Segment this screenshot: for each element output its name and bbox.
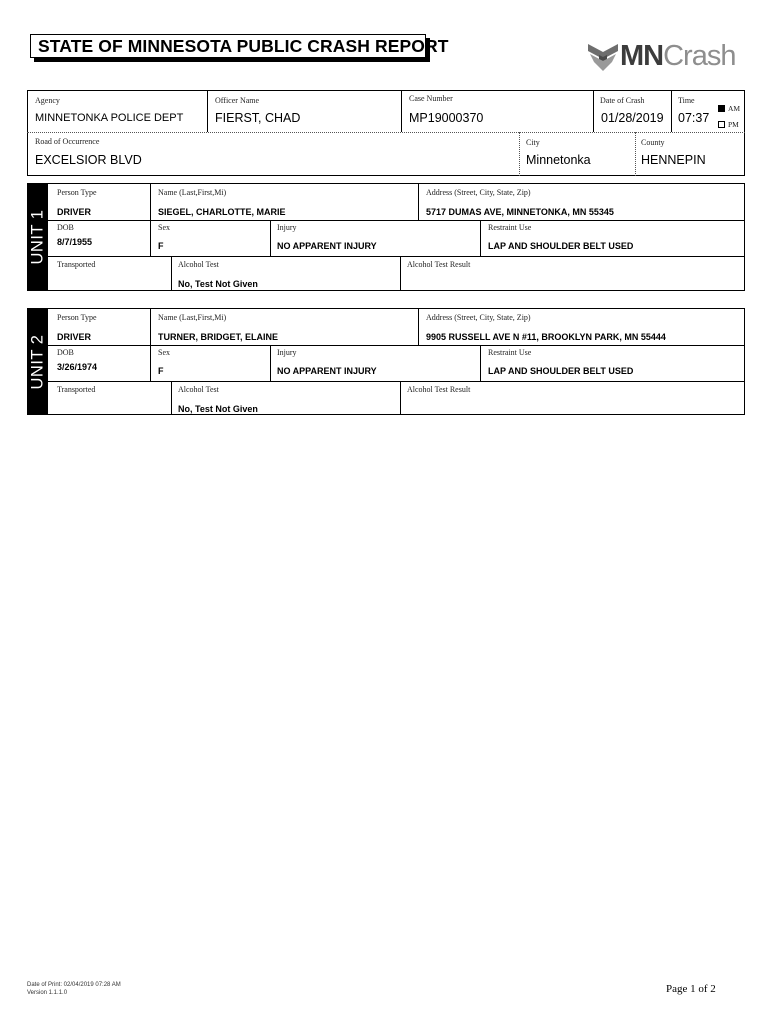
city-value: Minnetonka [526,153,591,167]
name-value: SIEGEL, CHARLOTTE, MARIE [158,207,286,217]
divider [150,308,151,345]
divider [593,90,594,132]
agency-label: Agency [35,96,60,105]
header-divider [27,132,745,133]
unit-1-label: UNIT 1 [28,209,46,265]
am-label: AM [728,104,741,113]
divider [418,308,419,345]
dob-value: 3/26/1974 [57,362,98,372]
alcohol-test-label: Alcohol Test [178,385,219,394]
transported-label: Transported [57,385,96,394]
divider [207,90,208,132]
mncrash-shield-icon [586,40,620,72]
pm-label: PM [728,120,739,129]
road-value: EXCELSIOR BLVD [35,153,142,167]
person-type-value: DRIVER [57,207,92,217]
divider [480,345,481,381]
city-label: City [526,138,540,147]
restraint-label: Restraint Use [488,223,532,232]
unit-1-box [27,183,745,291]
am-option [718,104,740,113]
report-title [30,34,449,58]
address-value: 5717 DUMAS AVE, MINNETONKA, MN 55345 [426,207,614,217]
divider [270,345,271,381]
version: Version 1.1.1.0 [27,990,68,996]
injury-value: NO APPARENT INJURY [277,241,377,251]
name-label: Name (Last,First,Mi) [158,313,227,322]
person-type-value: DRIVER [57,332,92,342]
address-label: Address (Street, City, State, Zip) [426,188,531,197]
mncrash-wordmark [620,39,736,72]
sex-value: F [158,366,164,376]
logo-light: Crash [663,39,736,72]
restraint-value: LAP AND SHOULDER BELT USED [488,241,634,251]
unit-2-box [27,308,745,415]
divider [671,90,672,132]
county-value: HENNEPIN [641,153,706,167]
sex-value: F [158,241,164,251]
address-value: 9905 RUSSELL AVE N #11, BROOKLYN PARK, MN 55444 [426,332,666,342]
pm-option [718,120,739,129]
report-title-text: STATE OF MINNESOTA PUBLIC CRASH REPORT [38,35,449,56]
time-label: Time [678,96,695,105]
divider [48,256,745,257]
alcohol-test-value: No, Test Not Given [178,404,258,414]
unit-1-tab [27,183,48,291]
dob-label: DOB [57,348,74,357]
time-value: 07:37 [678,111,710,125]
name-value: TURNER, BRIDGET, ELAINE [158,332,279,342]
injury-label: Injury [277,348,297,357]
date-value: 01/28/2019 [601,111,664,125]
divider [635,132,636,176]
county-label: County [641,138,665,147]
restraint-value: LAP AND SHOULDER BELT USED [488,366,634,376]
unit-2-label: UNIT 2 [28,334,46,389]
dob-value: 8/7/1955 [57,237,93,247]
divider [171,381,172,415]
officer-label: Officer Name [215,96,260,105]
divider [48,345,745,346]
divider [150,345,151,381]
divider [400,381,401,415]
am-checkbox [718,105,725,112]
dob-label: DOB [57,223,74,232]
alcohol-test-value: No, Test Not Given [178,279,258,289]
divider [150,183,151,220]
restraint-label: Restraint Use [488,348,532,357]
pm-checkbox [718,121,725,128]
logo-bold: MN [620,39,664,72]
divider [418,183,419,220]
date-label: Date of Crash [600,96,645,105]
officer-value: FIERST, CHAD [215,111,301,125]
person-type-label: Person Type [57,188,97,197]
divider [400,256,401,291]
divider [48,220,745,221]
address-label: Address (Street, City, State, Zip) [426,313,531,322]
transported-label: Transported [57,260,96,269]
unit-2-tab [27,308,48,415]
divider [270,220,271,256]
road-label: Road of Occurrence [35,137,100,146]
sex-label: Sex [158,223,170,232]
alcohol-result-label: Alcohol Test Result [407,385,471,394]
alcohol-result-label: Alcohol Test Result [407,260,471,269]
name-label: Name (Last,First,Mi) [158,188,227,197]
divider [519,132,520,176]
mncrash-logo [586,38,746,74]
case-number-value: MP19000370 [409,111,484,125]
divider [150,220,151,256]
alcohol-test-label: Alcohol Test [178,260,219,269]
divider [401,90,402,132]
injury-value: NO APPARENT INJURY [277,366,377,376]
person-type-label: Person Type [57,313,97,322]
sex-label: Sex [158,348,170,357]
case-number-label: Case Number [409,94,453,103]
injury-label: Injury [277,223,297,232]
print-date: Date of Print: 02/04/2019 07:28 AM [27,982,121,988]
divider [171,256,172,291]
agency-value: MINNETONKA POLICE DEPT [35,112,184,124]
divider [48,381,745,382]
page-number: Page 1 of 2 [666,983,716,995]
divider [480,220,481,256]
